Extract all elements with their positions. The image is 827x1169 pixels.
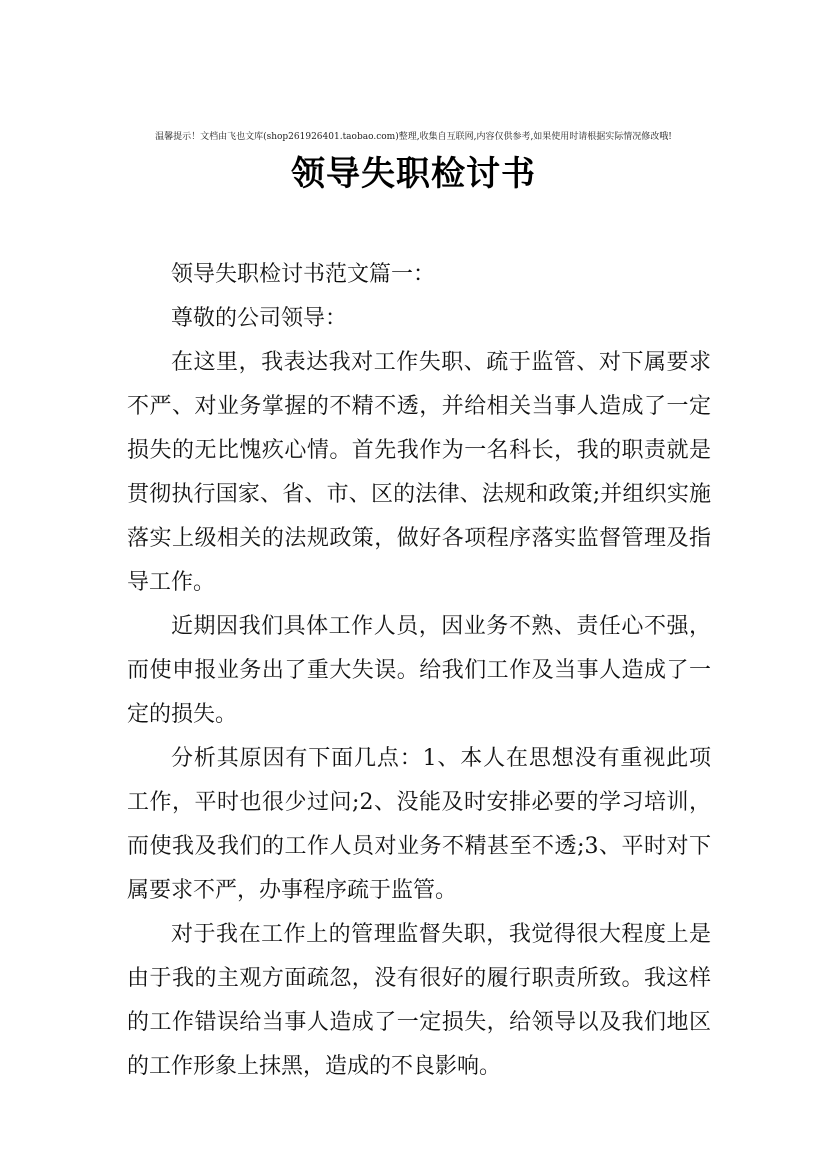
paragraph: 对于我在工作上的管理监督失职，我觉得很大程度上是由于我的主观方面疏忽，没有很好的履行职责所致。我这样的工作错误给当事人造成了一定损失，给领导以及我们地区的工作形象上抹黑，造成的不良影响。 xyxy=(127,922,711,1079)
document-body xyxy=(127,253,711,1089)
document-title: 领导失职检讨书 xyxy=(291,154,536,194)
paragraph-heading: 领导失职检讨书范文篇一： xyxy=(171,262,436,287)
paragraph-salutation: 尊敬的公司领导： xyxy=(171,306,348,331)
paragraph: 分析其原因有下面几点：1、本人在思想没有重视此项工作，平时也很少过问;2、没能及时安排必要的学习培训，而使我及我们的工作人员对业务不精甚至不透;3、平时对下属要求不严，办事程序疏于监管。 xyxy=(127,746,711,903)
paragraph: 近期因我们具体工作人员，因业务不熟、责任心不强，而使申报业务出了重大失误。给我们工作及当事人造成了一定的损失。 xyxy=(127,614,711,727)
paragraph: 在这里，我表达我对工作失职、疏于监管、对下属要求不严、对业务掌握的不精不透，并给相关当事人造成了一定损失的无比愧疚心情。首先我作为一名科长，我的职责就是贯彻执行国家、省、市、区的法律、法规和政策;并组织实施落实上级相关的法规政策，做好各项程序落实监督管理及指导工作。 xyxy=(127,350,711,595)
header-notice: 温馨提示！文档由飞也文库(shop261926401.taobao.com)整理,收集自互联网,内容仅供参考,如果使用时请根据实际情况修改哦! xyxy=(155,132,672,142)
